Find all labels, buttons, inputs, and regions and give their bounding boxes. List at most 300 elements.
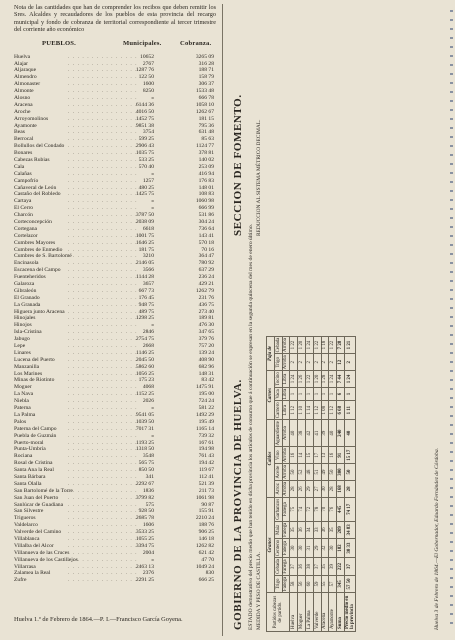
cobranza-amount: 1262 79 bbox=[195, 287, 214, 294]
leader-dots: . . . . . . . . . . . . . . . bbox=[68, 398, 138, 405]
price-cell: 1 12 bbox=[290, 401, 298, 420]
cobranza-amount: 830 bbox=[205, 570, 214, 577]
price-cell: 56 bbox=[298, 575, 306, 592]
average-label: Precio medio en la provincia bbox=[344, 593, 355, 632]
town-name: Encinasola bbox=[14, 260, 39, 267]
column-label: Trigo bbox=[274, 354, 282, 371]
leader-dots: . . . . . . . . . . . . . . . bbox=[68, 294, 138, 301]
table-row bbox=[10, 219, 220, 226]
leader-dots: . . . . . . . . . . . . . . . bbox=[68, 260, 138, 267]
cobranza-amount: 379 76 bbox=[198, 336, 214, 343]
table-row bbox=[10, 453, 220, 460]
leader-dots: . . . . . . . . . . . . . . . bbox=[68, 184, 138, 191]
column-unit: Fanega bbox=[283, 559, 289, 574]
leader-dots: . . . . . . . . . . . . . . . bbox=[68, 198, 138, 205]
table-row bbox=[10, 315, 220, 322]
cobranza-amount: 236 24 bbox=[198, 274, 214, 281]
municipal-amount: 2146 05 bbox=[135, 260, 154, 267]
table-row bbox=[10, 109, 220, 116]
municipal-amount: » bbox=[151, 205, 154, 212]
group-paja: Paja de bbox=[267, 336, 275, 371]
municipal-amount: 2754 75 bbox=[135, 336, 154, 343]
sum-cell: 222 bbox=[337, 558, 345, 576]
leader-dots: . . . . . . . . . . . . . . . bbox=[68, 177, 138, 184]
price-cell: 51 bbox=[313, 464, 321, 481]
leader-dots: . . . . . . . . . . . . . . . bbox=[68, 542, 138, 549]
cobranza-amount: 188 76 bbox=[198, 522, 214, 529]
municipal-amount: 533 25 bbox=[138, 156, 154, 163]
average-cell: 57 50 bbox=[344, 575, 355, 592]
table-row bbox=[10, 116, 220, 123]
municipal-amount: 176 45 bbox=[138, 294, 154, 301]
leader-dots: . . . . . . . . . . . . . . . bbox=[68, 74, 138, 81]
cobranza-amount: 148 31 bbox=[198, 370, 214, 377]
municipal-amount: 3533 25 bbox=[135, 529, 154, 536]
town-name: Los Marines bbox=[14, 370, 43, 377]
price-cell: 55 bbox=[321, 575, 329, 592]
leader-dots: . . . . . . . . . . . . . . . bbox=[68, 239, 138, 246]
cobranza-amount: 83 42 bbox=[201, 377, 214, 384]
town-name: Huelva bbox=[14, 53, 31, 60]
municipal-amount: 850 50 bbox=[138, 467, 154, 474]
price-cell: 1 28 bbox=[321, 371, 329, 388]
municipal-amount: 575 bbox=[145, 501, 154, 508]
column-unit: Arroba bbox=[283, 448, 289, 463]
cobranza-amount: 631 48 bbox=[198, 129, 214, 136]
leader-dots: . . . . . . . . . . . . . . . bbox=[68, 563, 138, 570]
table-row bbox=[10, 247, 220, 254]
town-name: Arroyomolinos bbox=[14, 115, 49, 122]
price-cell: 30 bbox=[298, 538, 306, 557]
average-cell: 1 24 bbox=[344, 371, 355, 388]
column-unit: Libra bbox=[282, 371, 290, 388]
price-cell: 40 bbox=[329, 420, 337, 447]
price-cell: 1 10 bbox=[298, 401, 306, 420]
municipal-amount: 2004 bbox=[142, 549, 154, 556]
leader-dots: . . . . . . . . . . . . . . . bbox=[68, 88, 138, 95]
town-name: Minas de Riotinto bbox=[14, 377, 55, 384]
municipal-amount: 2846 bbox=[142, 329, 154, 336]
leader-dots: . . . . . . . . . . . . . . . bbox=[68, 170, 138, 177]
price-cell: 1 bbox=[329, 387, 337, 401]
cobranza-amount: 195 49 bbox=[198, 418, 214, 425]
leader-dots: . . . . . . . . . . . . . . . bbox=[68, 129, 138, 136]
partido-name: Moguer bbox=[298, 593, 306, 632]
municipal-amount: 3754 bbox=[142, 129, 154, 136]
municipal-amount: 3210 bbox=[142, 253, 154, 260]
town-name: Calañas bbox=[14, 170, 32, 177]
state-description: ESTADO demostrativo del precio medio que han tenido en dicha provincia los artículos de consumo que á continuación se expresan en la segunda quincena del mes de enero último. bbox=[248, 223, 254, 630]
town-name: Ayamonte bbox=[14, 122, 37, 129]
municipal-amount: 2045 50 bbox=[135, 356, 154, 363]
table-row bbox=[10, 350, 220, 357]
average-cell: 15 17 bbox=[344, 447, 355, 464]
leader-dots: . . . . . . . . . . . . . . . bbox=[68, 549, 138, 556]
cobranza-amount: 666 25 bbox=[198, 577, 214, 584]
municipal-amount: 1144 28 bbox=[136, 274, 154, 281]
table-row bbox=[10, 557, 220, 564]
sum-cell: 7 28 bbox=[337, 336, 345, 354]
table-row bbox=[10, 467, 220, 474]
leader-dots: . . . . . . . . . . . . . . . bbox=[68, 411, 138, 418]
municipal-amount: 2026 bbox=[142, 398, 154, 405]
table-row bbox=[10, 191, 220, 198]
table-row bbox=[10, 322, 220, 329]
town-name: Almonaster bbox=[14, 81, 41, 88]
table-row bbox=[298, 336, 306, 631]
table-row bbox=[10, 129, 220, 136]
table-label-row bbox=[274, 336, 282, 631]
price-cell: 1 bbox=[305, 387, 313, 401]
leader-dots: . . . . . . . . . . . . . . . bbox=[68, 308, 138, 315]
town-name: Paterna del Campo bbox=[14, 425, 57, 432]
section-title: SECCION DE FOMENTO. bbox=[232, 94, 244, 236]
sum-cell: 7 44 bbox=[337, 371, 345, 388]
municipal-amount: 489 75 bbox=[138, 308, 154, 315]
leader-dots: . . . . . . . . . . . . . . . bbox=[68, 577, 138, 584]
town-name: Cañaveral de León bbox=[14, 184, 57, 191]
price-cell: 38 bbox=[298, 420, 306, 447]
partido-name: Ayamonte bbox=[329, 593, 337, 632]
cobranza-amount: 1262 82 bbox=[195, 542, 214, 549]
table-row bbox=[10, 474, 220, 481]
leader-dots: . . . . . . . . . . . . . . . bbox=[68, 494, 138, 501]
leader-dots: . . . . . . . . . . . . . . . bbox=[68, 529, 138, 536]
town-name: Cabezas Rubias bbox=[14, 156, 50, 163]
partido-name: Huelva bbox=[290, 593, 298, 632]
table-row bbox=[10, 371, 220, 378]
column-divider bbox=[222, 4, 223, 636]
leader-dots: . . . . . . . . . . . . . . . bbox=[68, 53, 138, 60]
column-label: Centeno bbox=[275, 539, 281, 557]
town-name: Valdelarco bbox=[14, 522, 38, 529]
table-row bbox=[10, 253, 220, 260]
municipal-amount: 8250 bbox=[142, 88, 154, 95]
table-row bbox=[10, 143, 220, 150]
average-cell: 37 bbox=[344, 558, 355, 576]
header-pueblos: PUEBLOS. bbox=[42, 39, 77, 47]
table-row bbox=[10, 426, 220, 433]
partido-name: Aracena bbox=[321, 593, 329, 632]
municipal-amount: 4016 50 bbox=[135, 108, 154, 115]
cobranza-amount: 1492 29 bbox=[195, 411, 214, 418]
price-cell: 1 22 bbox=[305, 371, 313, 388]
municipal-amount: 3566 bbox=[142, 267, 154, 274]
municipal-amount: 3548 bbox=[142, 453, 154, 460]
table-row bbox=[10, 74, 220, 81]
cobranza-amount: 416 94 bbox=[198, 170, 214, 177]
column-label: Cebada bbox=[275, 337, 281, 353]
table-row bbox=[10, 171, 220, 178]
table-row bbox=[10, 136, 220, 143]
table-row bbox=[10, 357, 220, 364]
municipal-amount: 5862 60 bbox=[135, 363, 154, 370]
partido-name: La Palma bbox=[305, 593, 313, 632]
town-name: Cartaya bbox=[14, 198, 32, 205]
average-cell: 50 bbox=[344, 464, 355, 481]
leader-dots: . . . . . . . . . . . . . . . bbox=[68, 508, 138, 515]
sum-cell: 168 bbox=[337, 480, 345, 497]
cobranza-amount: 1165 14 bbox=[196, 425, 214, 432]
table-row bbox=[10, 198, 220, 205]
cobranza-amount: 139 24 bbox=[198, 349, 214, 356]
town-name: La Granada bbox=[14, 301, 41, 308]
table-row bbox=[10, 543, 220, 550]
cobranza-amount: 666 99 bbox=[198, 205, 214, 212]
cobranza-amount: 581 22 bbox=[198, 405, 214, 412]
table-row bbox=[329, 336, 337, 631]
leader-dots: . . . . . . . . . . . . . . . bbox=[68, 425, 138, 432]
municipal-amount: 3657 bbox=[142, 281, 154, 288]
government-title: GOBIERNO DE LA PROVINCIA DE HUELVA. bbox=[232, 379, 244, 630]
cobranza-amount: 476 30 bbox=[198, 322, 214, 329]
municipal-amount: 2767 bbox=[142, 60, 154, 67]
cobranza-amount: 906 25 bbox=[198, 529, 214, 536]
town-name: Cortegana bbox=[14, 225, 37, 232]
price-cell: 15 bbox=[305, 447, 313, 464]
table-row bbox=[10, 446, 220, 453]
leader-dots: . . . . . . . . . . . . . . . bbox=[68, 418, 138, 425]
rotated-table-sheet bbox=[228, 4, 452, 636]
row-label-header: Partidos cabezas de partido. bbox=[267, 593, 290, 632]
table-group-row bbox=[267, 336, 275, 631]
cobranza-amount: 347 65 bbox=[198, 329, 214, 336]
cobranza-amount: 1533 48 bbox=[195, 88, 214, 95]
town-name: El Granado bbox=[14, 294, 40, 301]
price-cell: 2 bbox=[290, 354, 298, 371]
table-row bbox=[10, 267, 220, 274]
price-cell: 36 bbox=[321, 521, 329, 538]
group-granos: Granos bbox=[267, 497, 275, 592]
municipal-amount: 1425 75 bbox=[135, 191, 154, 198]
municipal-amount: 2463 13 bbox=[135, 563, 154, 570]
cobranza-amount: 1061 98 bbox=[195, 494, 214, 501]
town-name: San Bartolomé de la Torre bbox=[14, 487, 73, 494]
municipal-amount: » bbox=[151, 405, 154, 412]
municipal-amount: 2668 bbox=[142, 343, 154, 350]
table-row bbox=[10, 54, 220, 61]
town-name: Bollullos del Condado bbox=[14, 143, 65, 150]
cobranza-amount: 761 43 bbox=[198, 453, 214, 460]
town-name: Trigueros bbox=[14, 515, 36, 522]
price-cell: 1 26 bbox=[298, 371, 306, 388]
fomento-section-panel bbox=[228, 4, 452, 636]
leader-dots: . . . . . . . . . . . . . . . bbox=[68, 556, 138, 563]
municipal-amount: 667 73 bbox=[138, 287, 154, 294]
price-cell: 2 bbox=[313, 354, 321, 371]
table-row bbox=[10, 564, 220, 571]
sum-cell: 6 bbox=[337, 387, 345, 401]
cobranza-amount: 158 79 bbox=[198, 74, 214, 81]
cobranza-amount: 621 42 bbox=[198, 549, 214, 556]
column-unit: Arroba bbox=[283, 355, 289, 370]
town-name: Villanueva de las Cruces bbox=[14, 549, 70, 556]
table-row bbox=[305, 336, 313, 631]
table-row bbox=[10, 178, 220, 185]
price-cell: 50 bbox=[329, 464, 337, 481]
table-row bbox=[10, 460, 220, 467]
town-name: Cumbres de S. Bartolomé bbox=[14, 253, 72, 260]
price-cell: 14 bbox=[298, 447, 306, 464]
price-cell: 1 bbox=[313, 387, 321, 401]
cobranza-amount: 429 21 bbox=[198, 281, 214, 288]
partido-name: Valverde bbox=[313, 593, 321, 632]
town-name: Villarrasa bbox=[14, 563, 36, 570]
price-cell: 30 bbox=[321, 480, 329, 497]
town-name: Lucena del Puerto bbox=[14, 356, 55, 363]
town-name: El Cerro bbox=[14, 205, 34, 212]
town-name: Almendro bbox=[14, 74, 37, 81]
cobranza-amount: 682 96 bbox=[198, 363, 214, 370]
price-cell: 36 bbox=[298, 558, 306, 576]
cobranza-amount: 1058 10 bbox=[195, 101, 214, 108]
cobranza-amount: 757 20 bbox=[198, 343, 214, 350]
column-unit: Fanega bbox=[282, 497, 290, 521]
table-row bbox=[10, 515, 220, 522]
table-row bbox=[10, 240, 220, 247]
leader-dots: . . . . . . . . . . . . . . . bbox=[68, 336, 138, 343]
cobranza-amount: 304 24 bbox=[198, 219, 214, 225]
cobranza-amount: 47 70 bbox=[201, 556, 214, 563]
table-row bbox=[10, 550, 220, 557]
table-row bbox=[10, 398, 220, 405]
town-name: San Juan del Puerto bbox=[14, 494, 59, 501]
municipal-amount: 1152 25 bbox=[136, 391, 154, 398]
town-name: Niebla bbox=[14, 398, 29, 405]
cobranza-amount: 1475 91 bbox=[195, 384, 214, 391]
leader-dots: . . . . . . . . . . . . . . . bbox=[68, 274, 138, 281]
group-carnes: Carnes bbox=[267, 371, 275, 420]
price-cell: 41 bbox=[313, 420, 321, 447]
municipal-amount: 3394 75 bbox=[135, 542, 154, 549]
price-cell: 37 bbox=[313, 558, 321, 576]
town-name: Santa Bárbara bbox=[14, 473, 46, 480]
cobranza-amount: 1049 24 bbox=[195, 563, 214, 570]
cobranza-amount: 666 78 bbox=[198, 94, 214, 101]
table-row bbox=[10, 302, 220, 309]
table-row bbox=[10, 102, 220, 109]
leader-dots: . . . . . . . . . . . . . . . bbox=[68, 136, 138, 143]
leader-dots: . . . . . . . . . . . . . . . bbox=[68, 570, 138, 577]
price-cell: 35 bbox=[321, 558, 329, 576]
town-name: Jabugo bbox=[14, 336, 30, 343]
table-row bbox=[321, 336, 329, 631]
leader-dots: . . . . . . . . . . . . . . . bbox=[68, 267, 138, 274]
table-row bbox=[10, 95, 220, 102]
table-row bbox=[10, 88, 220, 95]
column-unit: Arroba bbox=[282, 420, 290, 447]
leader-dots: . . . . . . . . . . . . . . . bbox=[68, 301, 138, 308]
price-cell: 1 20 bbox=[313, 371, 321, 388]
column-label: Garbanzos bbox=[275, 498, 281, 520]
table-row bbox=[10, 570, 220, 577]
price-cell: 1 24 bbox=[290, 371, 298, 388]
town-name: Higuera junto Aracena bbox=[14, 308, 65, 315]
leader-dots: . . . . . . . . . . . . . . . bbox=[68, 219, 138, 225]
cobranza-amount: 1124 77 bbox=[196, 143, 214, 150]
sum-cell: 91 bbox=[337, 447, 345, 464]
table-row bbox=[10, 150, 220, 157]
price-cell: 1 24 bbox=[329, 371, 337, 388]
cobranza-amount: 408 90 bbox=[198, 356, 214, 363]
leader-dots: . . . . . . . . . . . . . . . bbox=[68, 156, 138, 163]
price-cell: 72 bbox=[305, 497, 313, 521]
leader-dots: . . . . . . . . . . . . . . . bbox=[68, 363, 138, 370]
column-label: Tocino bbox=[275, 372, 281, 386]
column-unit: Fanega bbox=[282, 538, 290, 557]
header-cobranza: Cobranza. bbox=[180, 39, 212, 47]
price-cell: 29 bbox=[313, 538, 321, 557]
cobranza-amount: 724 24 bbox=[198, 398, 214, 405]
town-name: Alosno bbox=[14, 94, 31, 101]
town-name: Gibraleón bbox=[14, 287, 37, 294]
municipal-amount: 565 75 bbox=[138, 460, 154, 467]
municipal-amount: 1035 75 bbox=[135, 150, 154, 157]
header-municipales: Municipales. bbox=[123, 39, 162, 47]
table-row bbox=[10, 336, 220, 343]
cobranza-amount: 378 81 bbox=[198, 150, 214, 157]
cobranza-amount: 570 18 bbox=[198, 239, 214, 246]
town-name: La Nava bbox=[14, 391, 34, 398]
leader-dots: . . . . . . . . . . . . . . . bbox=[68, 225, 138, 232]
sum-cell: 209 bbox=[337, 521, 345, 538]
leader-dots: . . . . . . . . . . . . . . . bbox=[68, 143, 138, 150]
town-name: Almonte bbox=[14, 88, 34, 95]
town-name: Puerto-moral bbox=[14, 439, 44, 446]
table-row bbox=[10, 329, 220, 336]
cobranza-amount: 211 73 bbox=[198, 487, 214, 494]
average-cell: 2 bbox=[344, 354, 355, 371]
municipal-amount: 1646 25 bbox=[135, 239, 154, 246]
table-row bbox=[10, 391, 220, 398]
table-row bbox=[10, 185, 220, 192]
leader-dots: . . . . . . . . . . . . . . . bbox=[68, 349, 138, 356]
table-row bbox=[10, 205, 220, 212]
sum-cell: 300 bbox=[337, 464, 345, 481]
price-cell: 2 bbox=[305, 354, 313, 371]
municipal-amount: 1193 25 bbox=[136, 439, 154, 446]
municipal-amount: 9541 05 bbox=[135, 411, 154, 418]
cobranza-amount: 189 81 bbox=[198, 315, 214, 322]
table-row bbox=[10, 123, 220, 130]
town-name: Castaño del Robledo bbox=[14, 191, 61, 198]
price-cell: 1 18 bbox=[321, 336, 329, 354]
price-cell: 38 bbox=[305, 558, 313, 576]
cobranza-amount: 364 47 bbox=[198, 253, 214, 260]
column-unit: Arroba bbox=[283, 481, 289, 496]
price-cell: 42 bbox=[305, 420, 313, 447]
column-label: Cebada bbox=[275, 559, 281, 574]
leader-dots: . . . . . . . . . . . . . . . bbox=[68, 246, 138, 253]
municipal-amount: 3799 82 bbox=[135, 494, 154, 501]
town-name: Puebla de Guzmán bbox=[14, 432, 57, 439]
leader-dots: . . . . . . . . . . . . . . . bbox=[68, 212, 138, 219]
municipal-amount: 1452 75 bbox=[135, 115, 154, 122]
municipal-amount: 2038 09 bbox=[135, 219, 154, 225]
town-name: Corteconcepción bbox=[14, 219, 52, 225]
price-cell: 1 22 bbox=[313, 336, 321, 354]
leader-dots: . . . . . . . . . . . . . . . bbox=[68, 460, 138, 467]
column-label: Aguardiente bbox=[275, 421, 281, 446]
town-name: Charcón bbox=[14, 212, 33, 219]
price-cell: 30 bbox=[290, 538, 298, 557]
column-unit: Fanega bbox=[283, 522, 289, 537]
town-name: San Silvestre bbox=[14, 508, 44, 515]
cobranza-amount: 194 98 bbox=[198, 446, 214, 453]
leader-dots: . . . . . . . . . . . . . . . bbox=[68, 377, 138, 384]
table-row bbox=[10, 502, 220, 509]
municipal-amount: 2906 43 bbox=[135, 143, 154, 150]
